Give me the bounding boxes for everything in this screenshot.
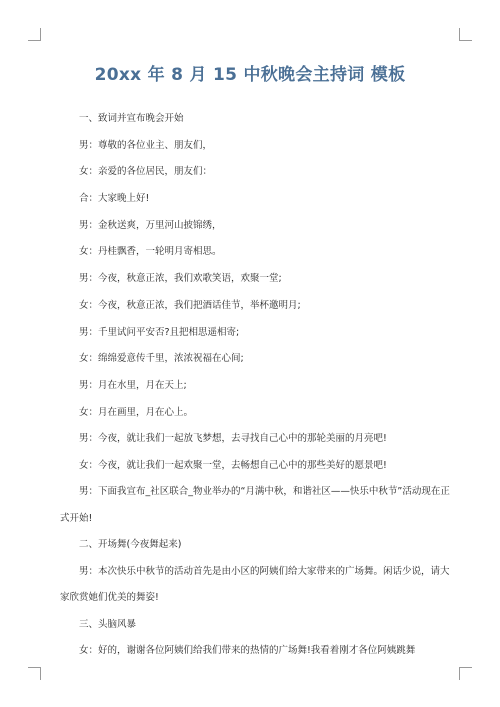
paragraph: 女：月在画里，月在心上。 <box>79 406 194 418</box>
paragraph: 女：亲爱的各位居民，朋友们： <box>79 166 213 178</box>
section-heading: 二、开场舞(今夜舞起来) <box>79 539 182 551</box>
crop-mark-bottom-right <box>459 667 472 680</box>
paragraph: 女：好的，谢谢各位阿姨们给我们带来的热情的广场舞!我看着刚才各位阿姨跳舞 <box>79 645 416 657</box>
paragraph: 女：丹桂飘香，一轮明月寄相思。 <box>79 246 222 258</box>
crop-mark-top-left <box>28 28 41 41</box>
paragraph: 女：绵绵爱意传千里，浓浓祝福在心间; <box>79 353 244 365</box>
paragraph: 男：金秋送爽，万里河山披锦绣， <box>79 219 222 231</box>
paragraph: 女：今夜，秋意正浓，我们把酒话佳节，举杯邀明月; <box>79 299 301 311</box>
paragraph: 男：尊敬的各位业主、朋友们， <box>79 139 213 151</box>
document-body <box>60 112 450 671</box>
paragraph: 男：本次快乐中秋节的活动首先是由小区的阿姨们给大家带来的广场舞。闲话少说，请大家欣赏她们优美的舞姿! <box>60 565 450 603</box>
section-heading: 三、头脑风暴 <box>79 618 137 630</box>
paragraph: 男：今夜，就让我们一起放飞梦想，去寻找自己心中的那轮美丽的月亮吧! <box>79 433 387 445</box>
paragraph: 男：月在水里，月在天上; <box>79 379 187 391</box>
crop-mark-top-right <box>459 28 472 41</box>
document-title: 20xx 年 8 月 15 中秋晚会主持词 模板 <box>94 65 406 85</box>
crop-mark-bottom-left <box>28 667 41 680</box>
paragraph: 合：大家晚上好! <box>79 193 150 205</box>
paragraph: 男：千里试问平安否?且把相思遥相寄; <box>79 326 240 338</box>
section-heading: 一、致词并宣布晚会开始 <box>79 113 184 124</box>
paragraph: 女：今夜，就让我们一起欢聚一堂，去畅想自己心中的那些美好的愿景吧! <box>79 459 387 471</box>
paragraph: 男：今夜，秋意正浓，我们欢歌笑语，欢聚一堂; <box>79 273 282 285</box>
paragraph: 男：下面我宣布_社区联合_物业举办的“月满中秋，和谐社区——快乐中秋节”活动现在正式开始! <box>60 486 450 524</box>
